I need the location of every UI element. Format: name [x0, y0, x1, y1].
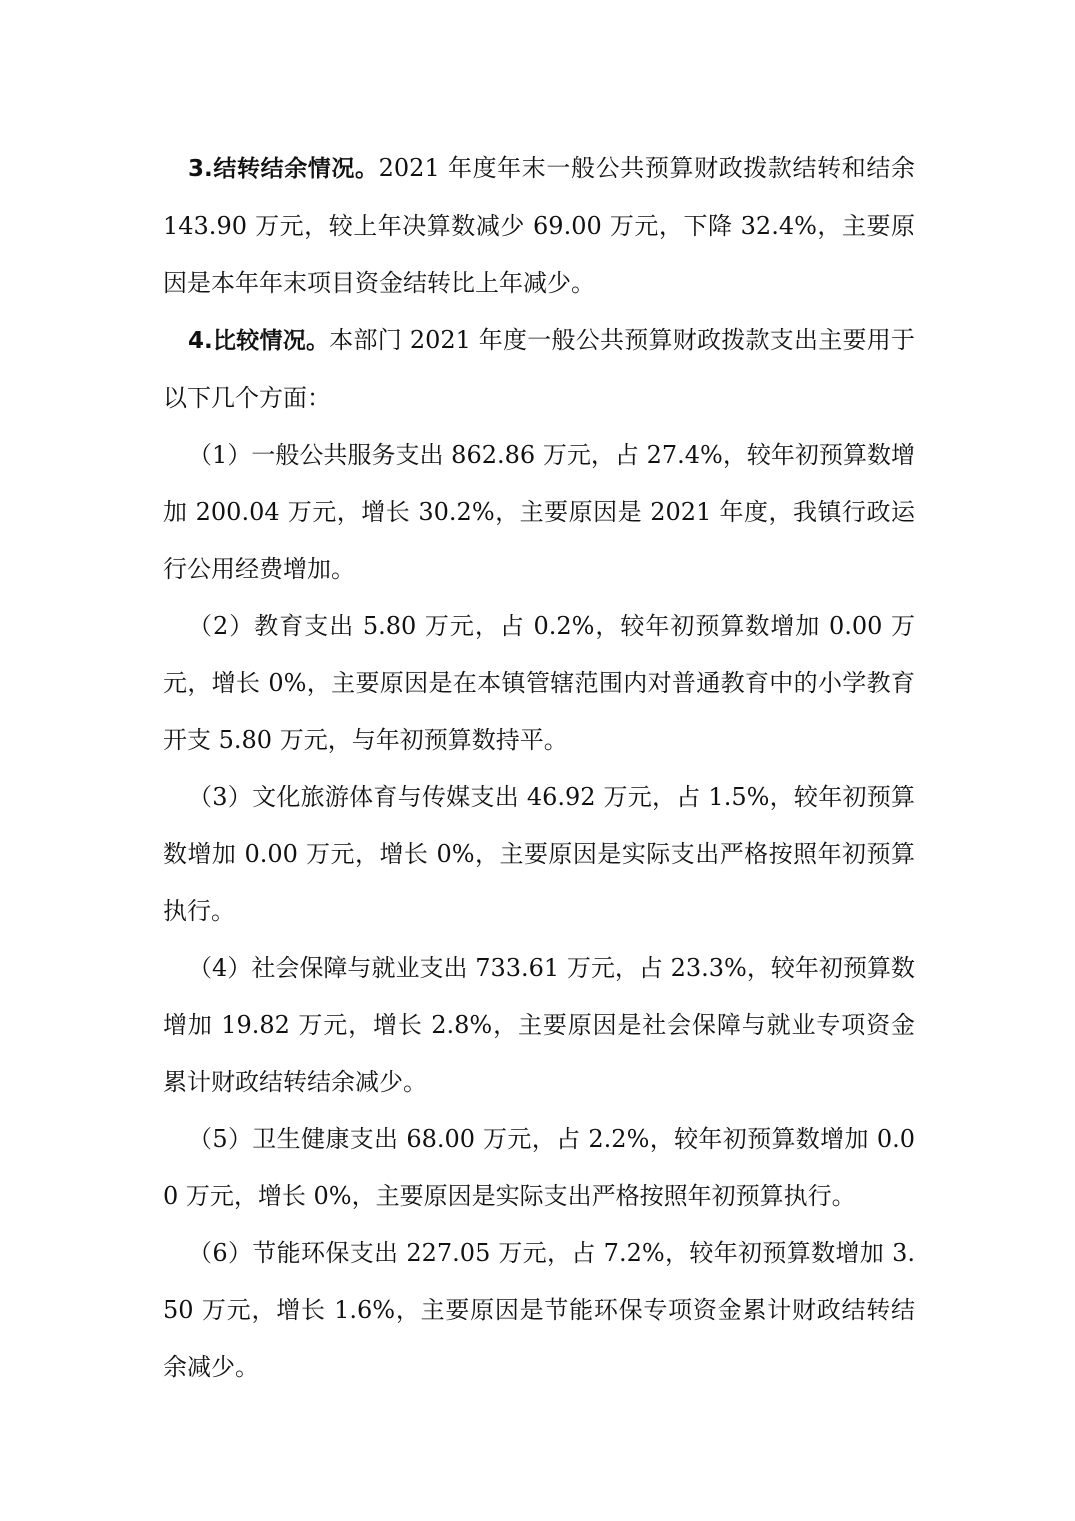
paragraph-item-6-energy-environment	[163, 1225, 915, 1396]
paragraph-text: （1）一般公共服务支出 862.86 万元，占 27.4%，较年初预算数增加 200.04 万元，增长 30.2%，主要原因是 2021 年度，我镇行政运行公用经费增加。	[163, 441, 915, 583]
paragraph-item-5-health	[163, 1111, 915, 1225]
paragraph-item-3-culture-tourism	[163, 769, 915, 940]
paragraph-text: 2021 年度年末一般公共预算财政拨款结转和结余 143.90 万元，较上年决算数减少 69.00 万元，下降 32.4%，主要原因是本年年末项目资金结转比上年减少。	[163, 154, 915, 297]
paragraph-item-4-social-security	[163, 940, 915, 1111]
document-body	[163, 140, 915, 1396]
paragraph-item-2-education	[163, 598, 915, 769]
paragraph-heading: 3.结转结余情况。	[188, 156, 379, 182]
paragraph-text: （2）教育支出 5.80 万元，占 0.2%，较年初预算数增加 0.00 万元，增长 0%，主要原因是在本镇管辖范围内对普通教育中的小学教育开支 5.80 万元，与年初预算数持平。	[163, 612, 915, 754]
paragraph-carryover-balance	[163, 140, 915, 312]
paragraph-text: （5）卫生健康支出 68.00 万元，占 2.2%，较年初预算数增加 0.00 万元，增长 0%，主要原因是实际支出严格按照年初预算执行。	[163, 1125, 915, 1210]
paragraph-text: 本部门 2021 年度一般公共预算财政拨款支出主要用于以下几个方面：	[163, 326, 915, 412]
paragraph-heading: 4.比较情况。	[188, 328, 330, 354]
paragraph-text: （3）文化旅游体育与传媒支出 46.92 万元，占 1.5%，较年初预算数增加 0.00 万元，增长 0%，主要原因是实际支出严格按照年初预算执行。	[163, 783, 915, 925]
paragraph-comparison	[163, 312, 915, 427]
paragraph-text: （4）社会保障与就业支出 733.61 万元，占 23.3%，较年初预算数增加 19.82 万元，增长 2.8%，主要原因是社会保障与就业专项资金累计财政结转结余减少。	[163, 954, 915, 1096]
paragraph-text: （6）节能环保支出 227.05 万元，占 7.2%，较年初预算数增加 3.50 万元，增长 1.6%，主要原因是节能环保专项资金累计财政结转结余减少。	[163, 1239, 915, 1381]
paragraph-item-1-general-public-services	[163, 427, 915, 598]
